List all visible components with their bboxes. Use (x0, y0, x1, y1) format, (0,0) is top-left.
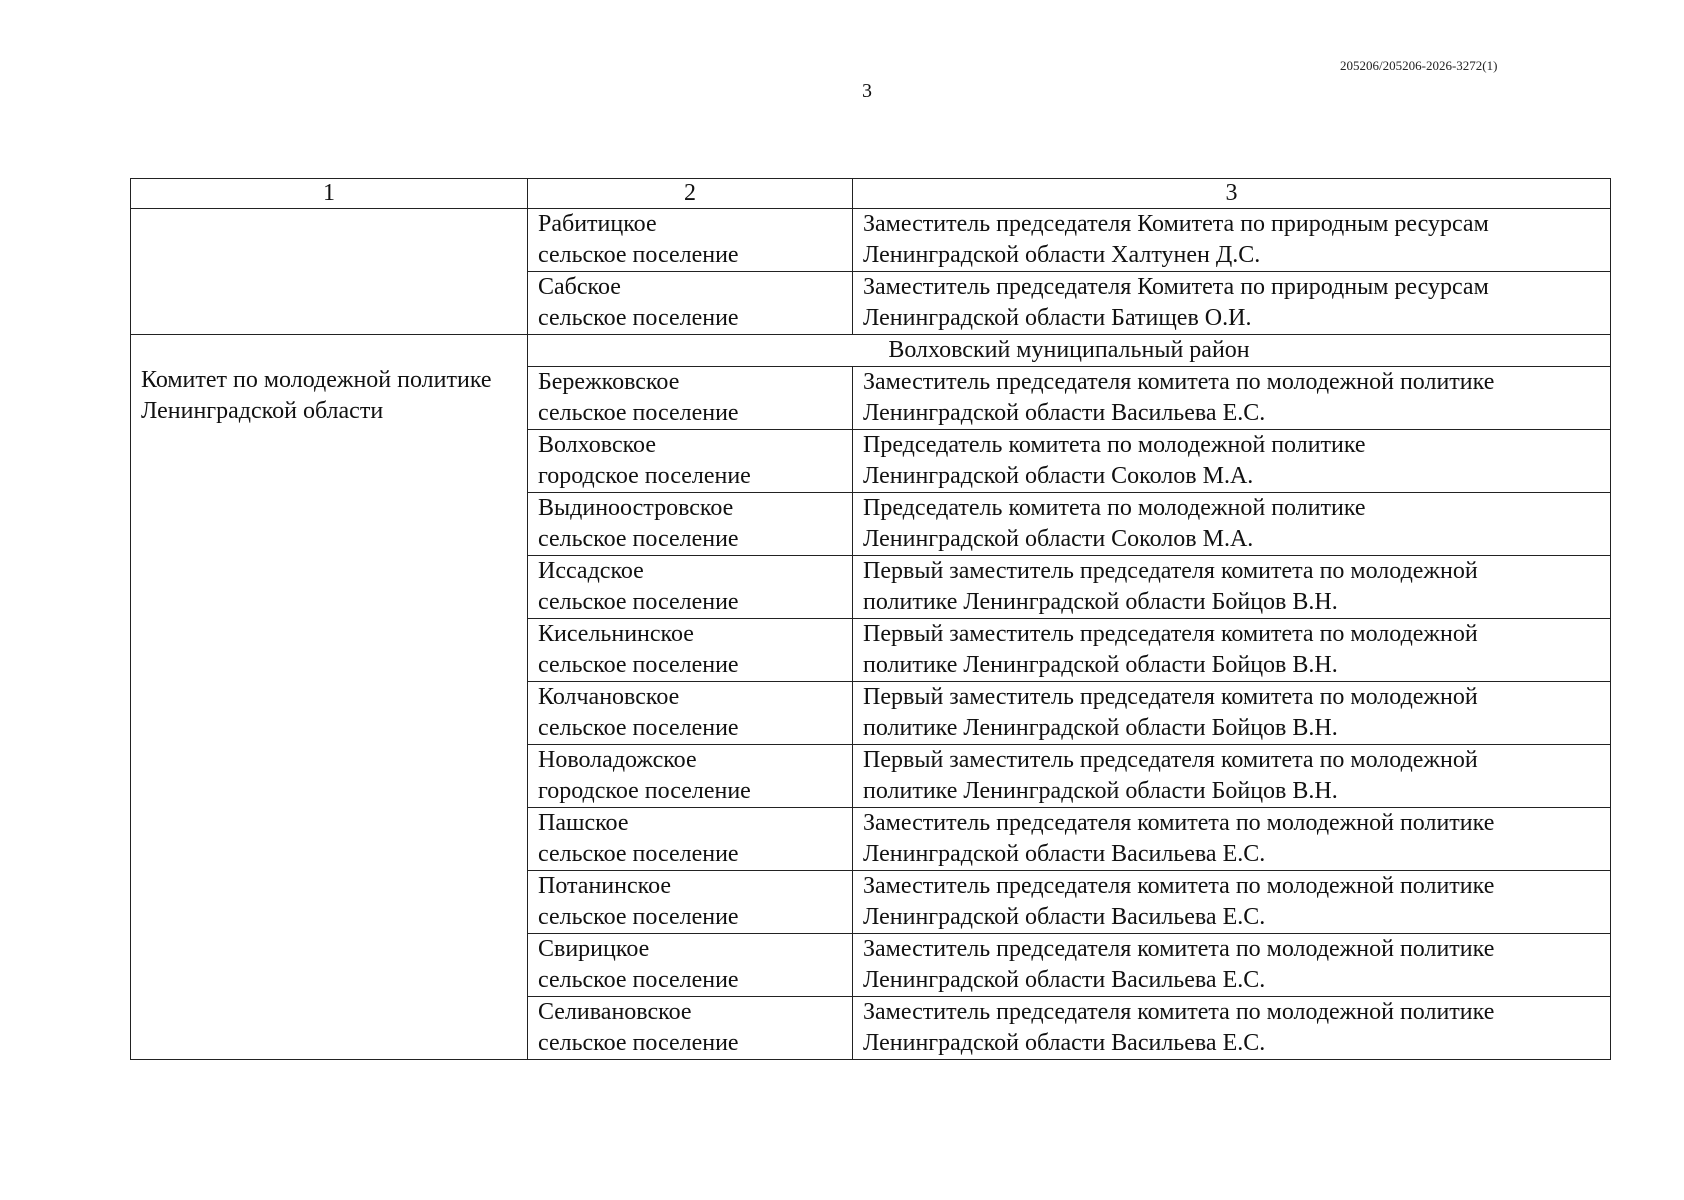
responsible-cell (853, 430, 1611, 493)
settlement-name: Свирицкое (538, 936, 650, 962)
responsible-cell (853, 808, 1611, 871)
responsible-cell (853, 934, 1611, 997)
responsible-line: Ленинградской области Васильева Е.С. (863, 967, 1266, 993)
document-id: 205206/205206-2026-3272(1) (1340, 58, 1498, 73)
settlement-type: сельское поселение (538, 967, 739, 993)
settlement-type: сельское поселение (538, 589, 739, 615)
settlement-name: Сабское (538, 274, 621, 300)
responsible-line: Ленинградской области Васильева Е.С. (863, 1030, 1266, 1056)
responsible-line: Ленинградской области Соколов М.А. (863, 463, 1254, 489)
settlement-name: Селивановское (538, 999, 692, 1025)
settlement-type: сельское поселение (538, 715, 739, 741)
settlement-type: сельское поселение (538, 305, 739, 331)
settlement-cell (528, 934, 853, 997)
settlement-cell (528, 367, 853, 430)
responsible-cell (853, 619, 1611, 682)
table-header-row (131, 179, 1611, 209)
responsible-line: Ленинградской области Халтунен Д.С. (863, 242, 1261, 268)
settlement-cell (528, 272, 853, 335)
column-header: 2 (528, 179, 853, 209)
settlement-type: сельское поселение (538, 242, 739, 268)
settlement-type: сельское поселение (538, 904, 739, 930)
responsible-line: Ленинградской области Соколов М.А. (863, 526, 1254, 552)
responsible-line: Ленинградской области Васильева Е.С. (863, 400, 1266, 426)
responsible-cell (853, 272, 1611, 335)
settlement-type: сельское поселение (538, 1030, 739, 1056)
column-header: 3 (853, 179, 1611, 209)
settlement-type: городское поселение (538, 463, 751, 489)
responsible-cell (853, 682, 1611, 745)
settlement-name: Выдиноостровское (538, 495, 734, 521)
table-row (131, 209, 1611, 272)
responsible-line: Заместитель председателя комитета по молодежной политике (863, 999, 1495, 1025)
responsible-line: политике Ленинградской области Бойцов В.Н. (863, 715, 1338, 741)
district-row (131, 335, 1611, 367)
settlement-name: Пашское (538, 810, 629, 836)
responsible-line: политике Ленинградской области Бойцов В.Н. (863, 778, 1338, 804)
responsible-cell (853, 745, 1611, 808)
assignment-table (130, 178, 1611, 1060)
settlement-type: городское поселение (538, 778, 751, 804)
settlement-type: сельское поселение (538, 400, 739, 426)
settlement-cell (528, 493, 853, 556)
responsible-line: Первый заместитель председателя комитета по молодежной (863, 558, 1478, 584)
responsible-line: Заместитель председателя комитета по молодежной политике (863, 936, 1495, 962)
responsible-cell (853, 493, 1611, 556)
district-name: Волховский муниципальный район (528, 335, 1611, 367)
responsible-line: Ленинградской области Батищев О.И. (863, 305, 1252, 331)
settlement-cell (528, 745, 853, 808)
responsible-line: Ленинградской области Васильева Е.С. (863, 841, 1266, 867)
responsible-line: Первый заместитель председателя комитета по молодежной (863, 684, 1478, 710)
settlement-name: Потанинское (538, 873, 672, 899)
settlement-name: Бережковское (538, 369, 680, 395)
responsible-cell (853, 209, 1611, 272)
settlement-name: Новоладожское (538, 747, 697, 773)
settlement-type: сельское поселение (538, 841, 739, 867)
responsible-line: Заместитель председателя Комитета по природным ресурсам (863, 274, 1489, 300)
settlement-cell (528, 808, 853, 871)
page-number: 3 (862, 80, 872, 102)
responsible-line: Председатель комитета по молодежной политике (863, 432, 1366, 458)
responsible-line: Председатель комитета по молодежной политике (863, 495, 1366, 521)
responsible-line: политике Ленинградской области Бойцов В.Н. (863, 652, 1338, 678)
committee-cell: Комитет по молодежной политике Ленинградской области (131, 335, 528, 1060)
settlement-cell (528, 556, 853, 619)
responsible-line: Заместитель председателя Комитета по природным ресурсам (863, 211, 1489, 237)
settlement-cell (528, 997, 853, 1060)
responsible-line: Первый заместитель председателя комитета по молодежной (863, 621, 1478, 647)
settlement-name: Иссадское (538, 558, 644, 584)
settlement-cell (528, 871, 853, 934)
responsible-line: Первый заместитель председателя комитета по молодежной (863, 747, 1478, 773)
settlement-cell (528, 209, 853, 272)
responsible-line: Ленинградской области Васильева Е.С. (863, 904, 1266, 930)
responsible-cell (853, 556, 1611, 619)
responsible-line: политике Ленинградской области Бойцов В.Н. (863, 589, 1338, 615)
settlement-cell (528, 619, 853, 682)
settlement-type: сельское поселение (538, 526, 739, 552)
responsible-line: Заместитель председателя комитета по молодежной политике (863, 369, 1495, 395)
responsible-cell (853, 367, 1611, 430)
column-header: 1 (131, 179, 528, 209)
settlement-type: сельское поселение (538, 652, 739, 678)
empty-cell (131, 209, 528, 335)
responsible-cell (853, 871, 1611, 934)
settlement-name: Волховское (538, 432, 656, 458)
settlement-cell (528, 430, 853, 493)
settlement-name: Рабитицкое (538, 211, 657, 237)
settlement-cell (528, 682, 853, 745)
responsible-line: Заместитель председателя комитета по молодежной политике (863, 873, 1495, 899)
responsible-cell (853, 997, 1611, 1060)
responsible-line: Заместитель председателя комитета по молодежной политике (863, 810, 1495, 836)
settlement-name: Кисельнинское (538, 621, 694, 647)
settlement-name: Колчановское (538, 684, 680, 710)
